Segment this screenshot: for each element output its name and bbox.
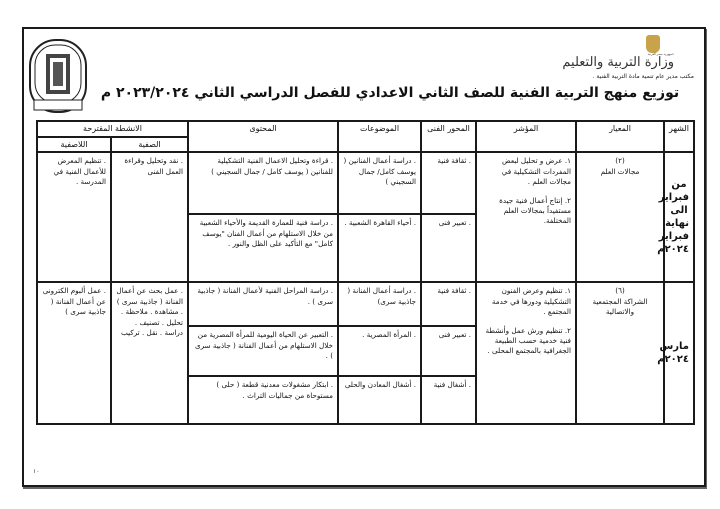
content-cell: . دراسة فنية للعمارة القديمة والأحياء الشعبية من خلال الاستلهام من أعمال الفنان "يوسف كامل" مع التأكيد على الظل والنور . bbox=[188, 214, 338, 282]
month-cell: مارس ٢٠٢٤م bbox=[664, 282, 694, 424]
header-month: الشهر bbox=[664, 121, 694, 152]
topic-cell: . دراسة أعمال الفنانة ( جاذبية سرى) bbox=[338, 282, 421, 326]
extracurricular-activity-cell: . تنظيم المعرض للأعمال الفنية في المدرسة . bbox=[37, 152, 111, 282]
header-classroom: الصفية bbox=[111, 137, 188, 153]
institution-seal-icon bbox=[28, 38, 88, 114]
art-axis-cell: . ثقافة فنية bbox=[421, 282, 476, 326]
topic-cell: . أحياء القاهرة الشعبية . bbox=[338, 214, 421, 282]
content-cell: . دراسة المراحل الفنية لأعمال الفنانة ( جاذبية سرى ) . bbox=[188, 282, 338, 326]
ministry-name: وزارة التربية والتعليم bbox=[562, 55, 674, 70]
art-axis-cell: . تعبير فنى bbox=[421, 214, 476, 282]
classroom-activity-cell: . نقد وتحليل وقراءة العمل الفنى bbox=[111, 152, 188, 282]
art-axis-cell: . أشغال فنية bbox=[421, 376, 476, 424]
header-art-axis: المحور الفنى bbox=[421, 121, 476, 152]
header-standard: المعيار bbox=[576, 121, 664, 152]
header-activities: الانشطة المقترحة bbox=[37, 121, 188, 137]
indicator-item: ٢. تنظيم ورش عمل وأنشطة فنية خدمية حسب الطبيعة الجغرافية بالمجتمع المحلى . bbox=[485, 325, 571, 356]
standard-name: مجالات العلم bbox=[600, 166, 640, 176]
art-axis-cell: . ثقافة فنية bbox=[421, 152, 476, 214]
content-cell: . قراءة وتحليل الاعمال الفنية التشكيلية للفنانين ( يوسف كامل / جمال السجيني ) bbox=[188, 152, 338, 214]
topic-cell: . أشغال المعادن والحلى bbox=[338, 376, 421, 424]
page-title: توزيع منهج التربية الفنية للصف الثاني الاعدادي للفصل الدراسي الثاني ٢٠٢٣/٢٠٢٤ م bbox=[100, 85, 680, 101]
indicator-item: ١. عرض و تحليل لبعض المفردات التشكيلية في مجالات العلم . bbox=[501, 156, 571, 187]
header-indicator: المؤشر bbox=[476, 121, 576, 152]
header-topics: الموضوعات bbox=[338, 121, 421, 152]
republic-label: جمهورية مصر العربية bbox=[647, 52, 674, 56]
curriculum-table bbox=[36, 120, 695, 425]
table-row bbox=[37, 282, 694, 326]
content-cell: . التعبير عن الحياة اليومية للمرأة المصرية من خلال الاستلهام من أعمال الفنانة ( جاذبية سرى ) . bbox=[188, 326, 338, 376]
header-content: المحتوى bbox=[188, 121, 338, 152]
standard-number: (٢) bbox=[615, 156, 625, 166]
header-extracurricular: اللاصفية bbox=[37, 137, 111, 153]
table-row bbox=[37, 152, 694, 214]
topic-cell: . دراسة أعمال الفنانين ( يوسف كامل/ جمال السجيني ) bbox=[338, 152, 421, 214]
standard-cell bbox=[576, 152, 664, 282]
standard-name: الشراكة المجتمعية والاتصالية bbox=[592, 296, 648, 317]
indicator-cell bbox=[476, 152, 576, 282]
extracurricular-activity-cell: . عمل ألبوم الكترونى عن أعمال الفنانة ( جاذبية سرى ) bbox=[37, 282, 111, 424]
standard-cell bbox=[576, 282, 664, 424]
indicator-item: ٢. إنتاج أعمال فنية جيدة مستفيداً بمجالات العلم المختلفة. bbox=[499, 195, 571, 226]
page-number: ١٠ bbox=[33, 468, 40, 475]
egypt-eagle-emblem-icon bbox=[646, 35, 660, 53]
indicator-cell bbox=[476, 282, 576, 424]
indicator-item: ١. تنظيم وعرض الفنون التشكيلية ودورها في خدمة المجتمع . bbox=[491, 286, 571, 317]
office-line: مكتب مدير عام تنمية مادة التربية الفنية . bbox=[592, 73, 694, 80]
classroom-activity-cell: . عمل بحث عن أعمال الفنانة ( جاذبية سرى ) . مشاهدة . ملاحظة . تحليل . تصنيف . دراسة . نقل . تركيب bbox=[111, 282, 188, 424]
month-cell: من فبراير الى نهاية فبراير ٢٠٢٤م bbox=[664, 152, 694, 282]
art-axis-cell: . تعبير فنى bbox=[421, 326, 476, 376]
content-cell: . ابتكار مشغولات معدنية قطعة ( حلى ) مستوحاة من جماليات التراث . bbox=[188, 376, 338, 424]
topic-cell: . المرأة المصرية . bbox=[338, 326, 421, 376]
standard-number: (٦) bbox=[615, 286, 625, 296]
